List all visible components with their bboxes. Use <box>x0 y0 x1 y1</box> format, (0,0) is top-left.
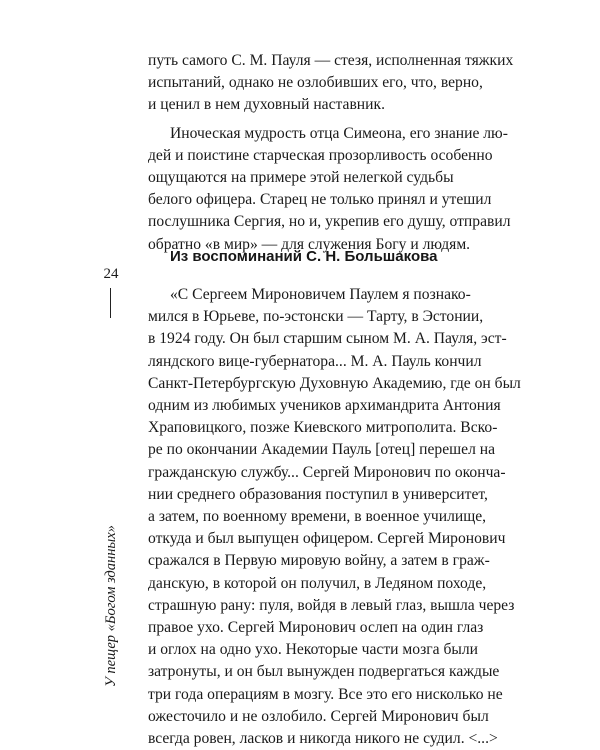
text-line: обратно «в мир» — для служения Богу и людям. <box>148 235 471 253</box>
memoir-paragraph <box>148 284 521 750</box>
text-line: гражданскую службу... Сергей Миронович по оконча- <box>148 463 506 481</box>
text-line: ре по окончании Академии Пауль [отец] перешел на <box>148 441 496 459</box>
page-number: 24 <box>103 266 119 282</box>
text-line: в 1924 году. Он был старшим сыном М. А. Пауля, эст- <box>148 330 507 348</box>
text-line: испытаний, однако не озлобивших его, что, верно, <box>148 74 483 92</box>
memoir-text <box>148 284 521 750</box>
text-line: ожесточило и не озлобило. Сергей Миронович был <box>148 707 489 725</box>
text-line: затронуты, и он был вынужден подвергаться каждые <box>148 663 500 681</box>
text-line: сражался в Первую мировую войну, а затем в граж- <box>148 552 490 570</box>
text-line: «С Сергеем Мироновичем Паулем я познако- <box>170 286 471 303</box>
text-line: нии среднего образования поступил в университет, <box>148 485 488 503</box>
text-line: всегда ровен, ласков и никогда никого не судил. <...> <box>148 730 498 748</box>
text-line: откуда и был выпущен офицером. Сергей Миронович <box>148 530 506 548</box>
section-heading: Из воспоминаний С. Н. Большакова <box>170 248 438 265</box>
text-line: страшную рану: пуля, войдя в левый глаз, вышла через <box>148 596 515 614</box>
text-line: Санкт-Петербургскую Духовную Академию, где он был <box>148 374 521 392</box>
text-line: одним из любимых учеников архимандрита Антония <box>148 397 501 415</box>
text-line: и оглох на одно ухо. Некоторые части мозга были <box>148 641 478 659</box>
text-line: путь самого С. М. Пауля — стезя, исполненная тяжких <box>148 52 514 69</box>
intro-paragraph-2 <box>148 123 511 256</box>
page-margin <box>96 265 126 705</box>
intro-paragraph-1 <box>148 50 514 117</box>
text-line: Храповицкого, позже Киевского митрополита. Вско- <box>148 419 498 437</box>
margin-rule <box>110 288 111 318</box>
intro-text <box>148 50 514 256</box>
text-line: данскую, в которой он получил, в Ледяном походе, <box>148 574 487 592</box>
text-line: и ценил в нем духовный наставник. <box>148 96 385 114</box>
text-line: правое ухо. Сергей Миронович ослеп на один глаз <box>148 619 484 637</box>
text-line: дей и поистине старческая прозорливость особенно <box>148 146 493 164</box>
text-line: белого офицера. Старец не только принял и утешил <box>148 191 492 209</box>
text-line: мился в Юрьеве, по-эстонски — Тарту, в Эстонии, <box>148 308 484 326</box>
text-line: ощущаются на примере этой нелегкой судьбы <box>148 169 454 187</box>
text-line: Иноческая мудрость отца Симеона, его знание лю- <box>170 124 508 142</box>
text-line: ляндского вице-губернатора... М. А. Пауль кончил <box>148 352 482 370</box>
text-line: а затем, по военному времени, в военное училище, <box>148 508 487 526</box>
running-title: У пещер «Богом зданных» <box>103 525 119 687</box>
text-line: три года операциям в мозгу. Все это его нисколько не <box>148 685 503 703</box>
text-line: послушника Сергия, но и, укрепив его душу, отправил <box>148 213 511 231</box>
